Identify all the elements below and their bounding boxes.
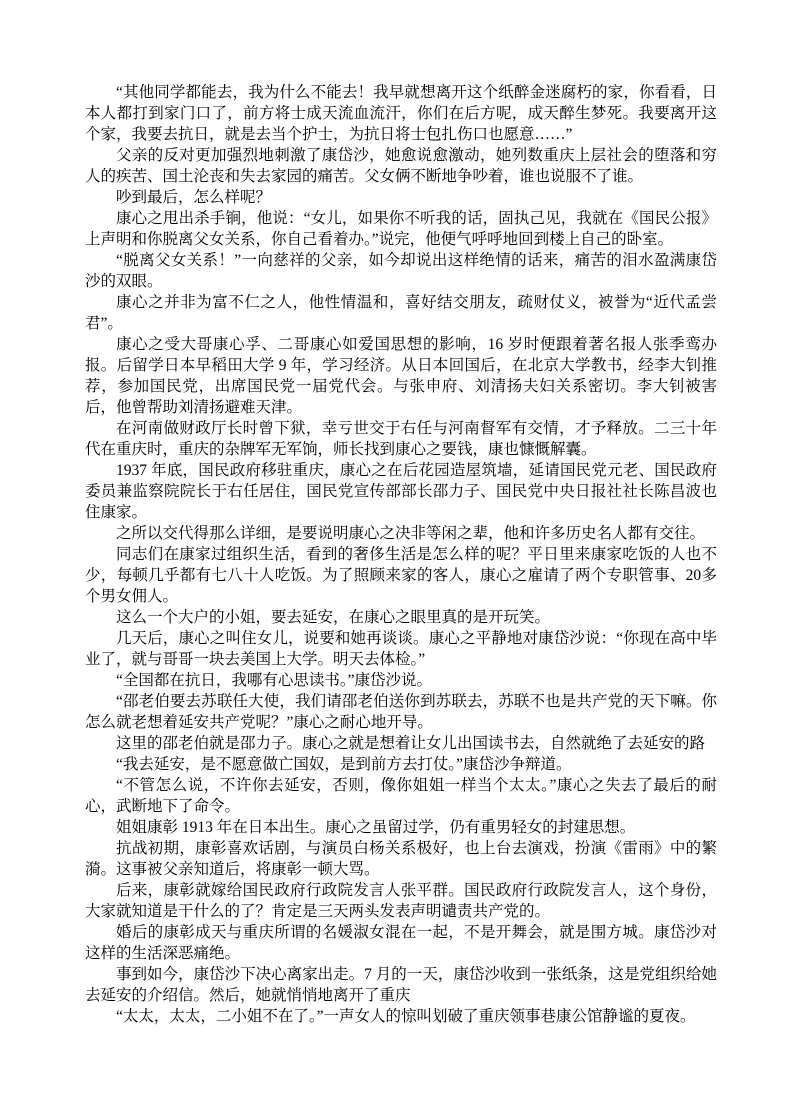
paragraph: 康心之受大哥康心孚、二哥康心如爱国思想的影响，16 岁时便跟着著名报人张季鸾办报。后留学日本早稻田大学 9 年，学习经济。从日本回国后，在北京大学教书，经李大钊推荐，参加国民党，出席国民党一届党代会。与张申府、刘清扬夫妇关系密切。李大钊被害后，他曾帮助刘清扬避难天津。	[85, 336, 717, 416]
paragraph: 这么一个大户的小姐，要去延安，在康心之眼里真的是开玩笑。	[116, 609, 551, 626]
paragraph: 几天后，康心之叫住女儿，说要和她再谈谈。康心之平静地对康岱沙说：“你现在高中毕业了，就与哥哥一块去美国上大学。明天去体检。”	[85, 630, 717, 668]
paragraph: 姐姐康彰 1913 年在日本出生。康心之虽留过学，仍有重男轻女的封建思想。	[116, 819, 636, 836]
paragraph: 事到如今，康岱沙下决心离家出走。7 月的一天，康岱沙收到一张纸条，这是党组织给她去延安的介绍信。然后，她就悄悄地离开了重庆	[85, 966, 717, 1004]
paragraph: 父亲的反对更加强烈地刺激了康岱沙，她愈说愈激动，她列数重庆上层社会的堕落和穷人的疾苦、国土沦丧和失去家园的痛苦。父女俩不断地争吵着，谁也说服不了谁。	[85, 147, 717, 185]
paragraph: 康心之并非为富不仁之人，他性情温和，喜好结交朋友，疏财仗义，被誉为“近代孟尝君”。	[85, 294, 717, 332]
paragraph: 1937 年底，国民政府移驻重庆，康心之在后花园造屋筑墙，延请国民党元老、国民政府委员兼监察院院长于右任居住，国民党宣传部部长邵力子、国民党中央日报社社长陈昌波也住康家。	[85, 462, 717, 521]
paragraph: 婚后的康彰成天与重庆所谓的名媛淑女混在一起，不是开舞会，就是围方城。康岱沙对这样的生活深恶痛绝。	[85, 924, 717, 962]
paragraph: 吵到最后，怎么样呢？	[116, 189, 272, 206]
document-text-block	[85, 82, 717, 1027]
paragraph: 之所以交代得那么详细，是要说明康心之决非等闲之辈，他和许多历史名人都有交往。	[116, 525, 706, 542]
paragraph: “其他同学都能去，我为什么不能去！我早就想离开这个纸醉金迷腐朽的家，你看看，日本人都打到家门口了，前方将士成天流血流汗，你们在后方呢，成天醉生梦死。我要离开这个家，我要去抗日，就是去当个护士，为抗日将士包扎伤口也愿意……”	[85, 84, 717, 143]
paragraph: 同志们在康家过组织生活，看到的奢侈生活是怎么样的呢？平日里来康家吃饭的人也不少，每顿几乎都有七八十人吃饭。为了照顾来家的客人，康心之雇请了两个专职管事、20多个男女佣人。	[85, 546, 717, 605]
paragraph: 康心之甩出杀手锏，他说：“女儿，如果你不听我的话，固执己见，我就在《国民公报》上声明和你脱离父女关系，你自己看着办。”说完，他便气呼呼地回到楼上自己的卧室。	[85, 210, 717, 248]
paragraph: “太太，太太，二小姐不在了。”一声女人的惊叫划破了重庆领事巷康公馆静谧的夏夜。	[116, 1008, 696, 1025]
paragraph: 这里的邵老伯就是邵力子。康心之就是想着让女儿出国读书去，自然就绝了去延安的路	[116, 735, 706, 752]
paragraph: “邵老伯要去苏联任大使，我们请邵老伯送你到苏联去，苏联不也是共产党的天下嘛。你怎么就老想着延安共产党呢？”康心之耐心地开导。	[85, 693, 717, 731]
paragraph: “全国都在抗日，我哪有心思读书。”康岱沙说。	[116, 672, 433, 689]
paragraph: “我去延安，是不愿意做亡国奴，是到前方去打仗。”康岱沙争辩道。	[116, 756, 572, 773]
paragraph: “不管怎么说，不许你去延安，否则，像你姐姐一样当个太太。”康心之失去了最后的耐心，武断地下了命令。	[85, 777, 717, 815]
paragraph: 抗战初期，康彰喜欢话剧，与演员白杨关系极好，也上台去演戏，扮演《雷雨》中的繁漪。这事被父亲知道后，将康彰一顿大骂。	[85, 840, 717, 878]
paragraph: 后来，康彰就嫁给国民政府行政院发言人张平群。国民政府行政院发言人，这个身份，大家就知道是干什么的了？肯定是三天两头发表声明谴责共产党的。	[85, 882, 717, 920]
paragraph: “脱离父女关系！”一向慈祥的父亲，如今却说出这样绝情的话来，痛苦的泪水盈满康岱沙的双眼。	[85, 252, 717, 290]
paragraph: 在河南做财政厅长时曾下狱，幸亏世交于右任与河南督军有交情，才予释放。二三十年代在重庆时，重庆的杂牌军无军饷，师长找到康心之要钱，康也慷慨解囊。	[85, 420, 717, 458]
